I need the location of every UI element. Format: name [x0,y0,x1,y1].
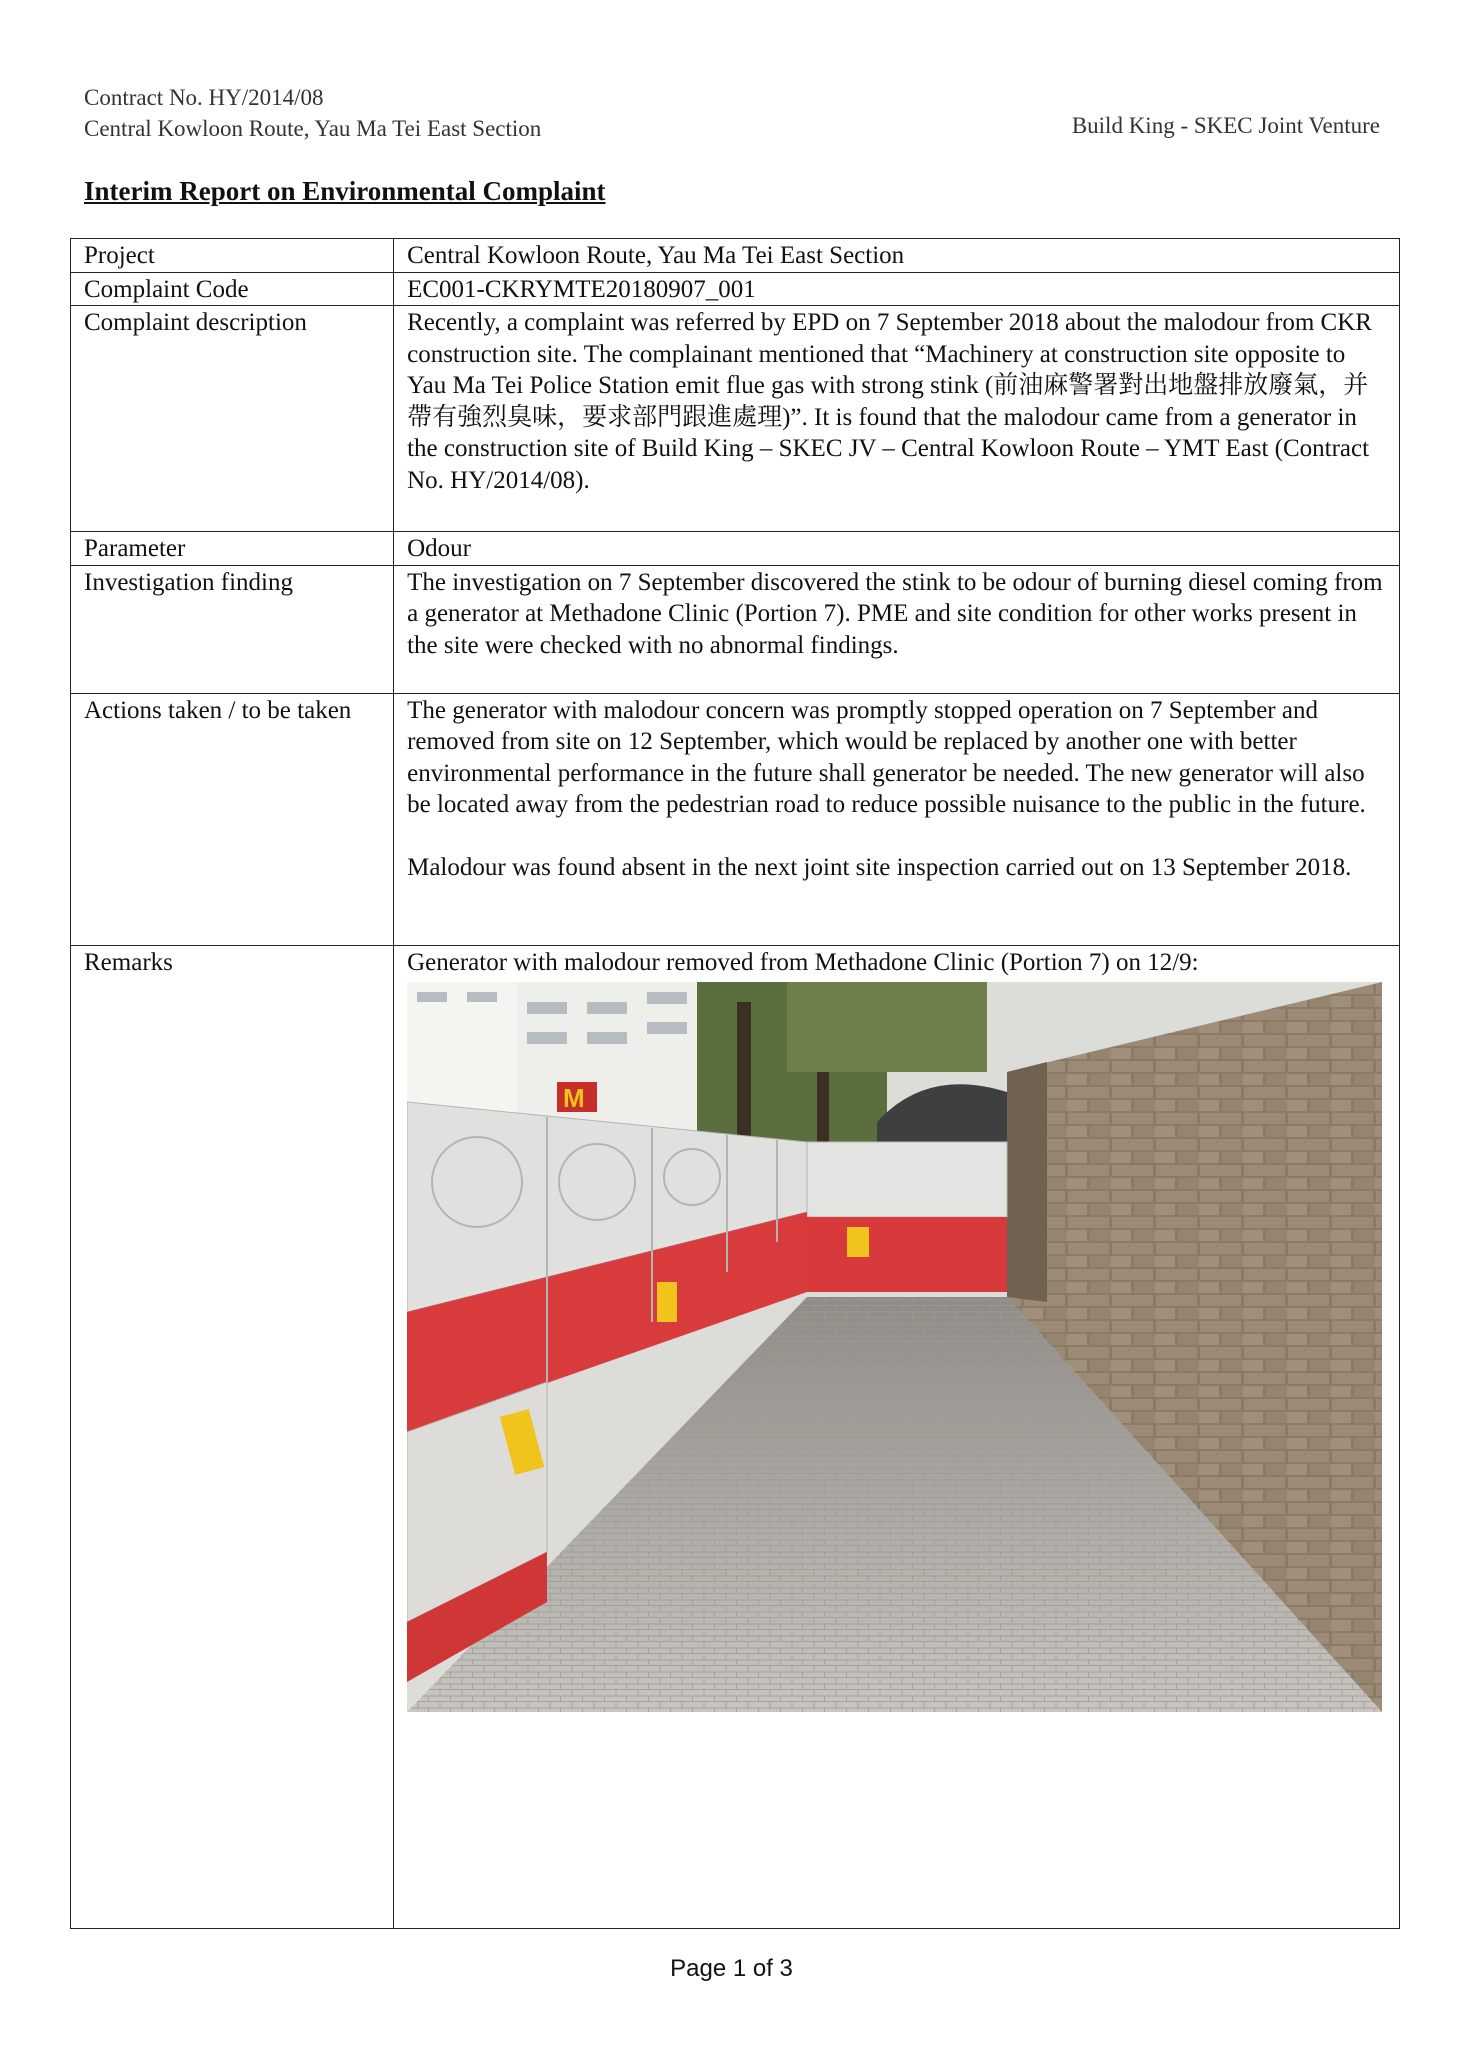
site-photo [407,982,1382,1712]
row-value [394,693,1400,945]
table-row [71,693,1400,945]
table-row [71,306,1400,532]
actions-paragraph: The generator with malodour concern was promptly stopped operation on 7 September and removed from site on 12 September, which would be replaced by another one with better environmental performance in the future shall generator be needed. The new generator will also be located away from the pedestrian road to reduce possible nuisance to the public in the future. [407,696,1366,818]
row-value [394,945,1400,1928]
row-value: Odour [394,532,1400,566]
report-title: Interim Report on Environmental Complaint [84,176,606,206]
row-label: Investigation finding [71,565,394,693]
row-label: Actions taken / to be taken [71,693,394,945]
row-label: Parameter [71,532,394,566]
company-name: Build King - SKEC Joint Venture [1071,113,1380,138]
photo-caption: Generator with malodour removed from Methadone Clinic (Portion 7) on 12/9: [407,948,1199,976]
row-label: Project [71,239,394,273]
table-row [71,272,1400,306]
table-row [71,532,1400,566]
document-header [84,82,541,144]
row-label: Complaint description [71,306,394,532]
table-row [71,945,1400,1928]
row-label: Remarks [71,945,394,1928]
table-row [71,239,1400,273]
table-row [71,565,1400,693]
page-number: Page 1 of 3 [670,1955,793,1982]
row-value: EC001-CKRYMTE20180907_001 [394,272,1400,306]
row-value: Central Kowloon Route, Yau Ma Tei East Section [394,239,1400,273]
mcdonalds-sign-text: M [563,1083,585,1113]
complaint-table [70,238,1400,1929]
followup-paragraph: Malodour was found absent in the next joint site inspection carried out on 13 September 2018. [407,853,1352,881]
row-value: Recently, a complaint was referred by EPD on 7 September 2018 about the malodour from CKR construction site. The complainant mentioned that “Machinery at construction site opposite to Yau Ma Tei Police Station emit flue gas with strong stink (前油麻警署對出地盤排放廢氣，并帶有強烈臭味，要求部門跟進處理)”. It is found that the malodour came from a generator in the construction site of Build King – SKEC JV – Central Kowloon Route – YMT East (Contract No. HY/2014/08). [394,306,1400,532]
project-line: Central Kowloon Route, Yau Ma Tei East Section [84,116,542,141]
row-value: The investigation on 7 September discovered the stink to be odour of burning diesel coming from a generator at Methadone Clinic (Portion 7). PME and site condition for other works present in the site were checked with no abnormal findings. [394,565,1400,693]
row-label: Complaint Code [71,272,394,306]
contract-number: Contract No. HY/2014/08 [84,85,324,110]
